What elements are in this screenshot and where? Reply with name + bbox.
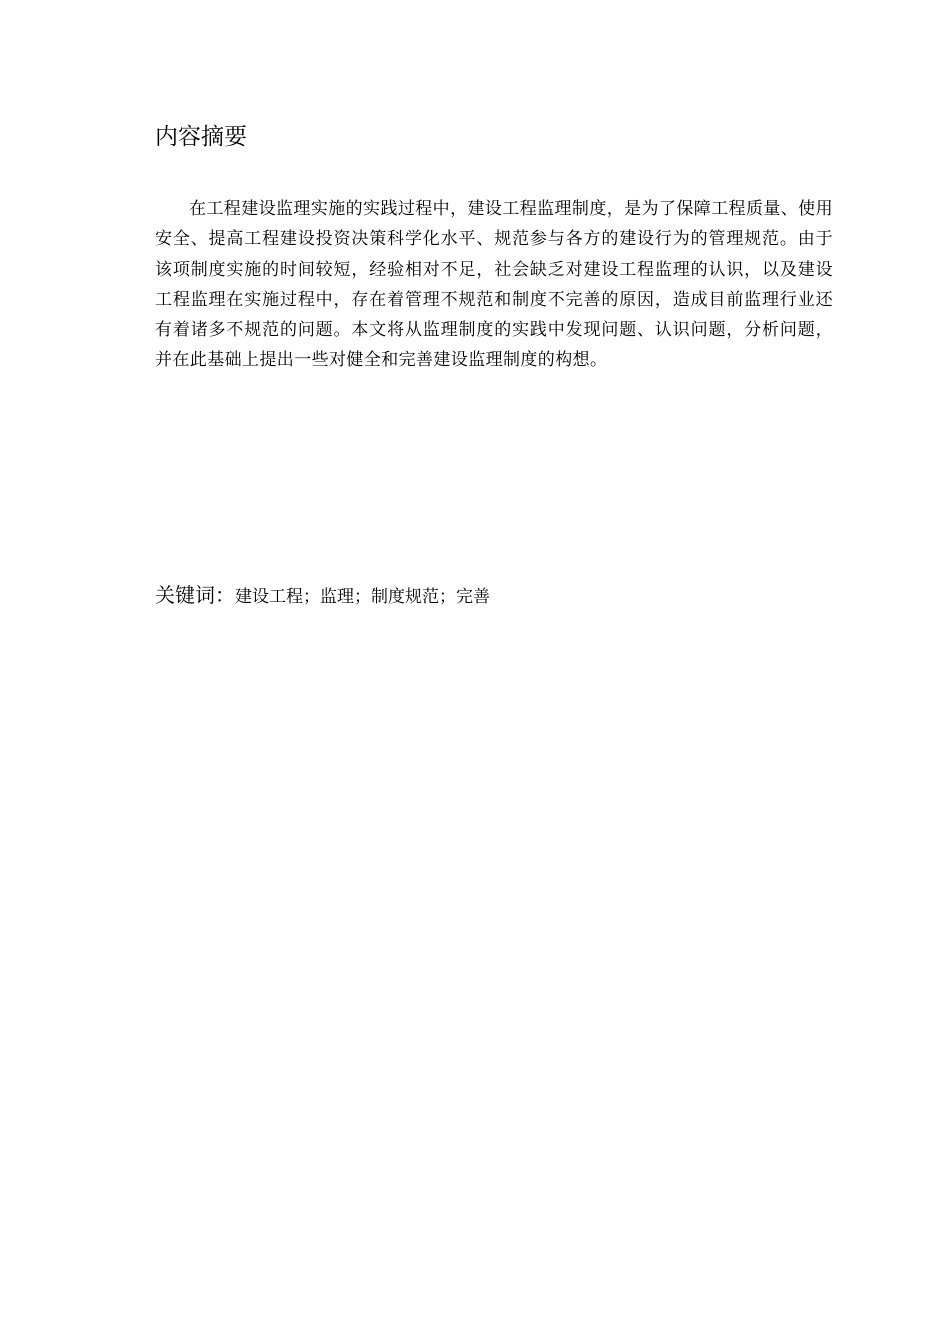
- keywords-line: [155, 578, 490, 615]
- keywords-label: 关键词：: [155, 583, 235, 607]
- keywords-text: 建设工程；监理；制度规范；完善: [235, 587, 490, 607]
- abstract-paragraph: 在工程建设监理实施的实践过程中，建设工程监理制度，是为了保障工程质量、使用安全、提高工程建设投资决策科学化水平、规范参与各方的建设行为的管理规范。由于该项制度实施的时间较短，经验相对不足，社会缺乏对建设工程监理的认识，以及建设工程监理在实施过程中，存在着管理不规范和制度不完善的原因，造成目前监理行业还有着诸多不规范的问题。本文将从监理制度的实践中发现问题、认识问题，分析问题，并在此基础上提出一些对健全和完善建设监理制度的构想。: [155, 199, 833, 371]
- abstract-title: 内容摘要: [155, 124, 247, 150]
